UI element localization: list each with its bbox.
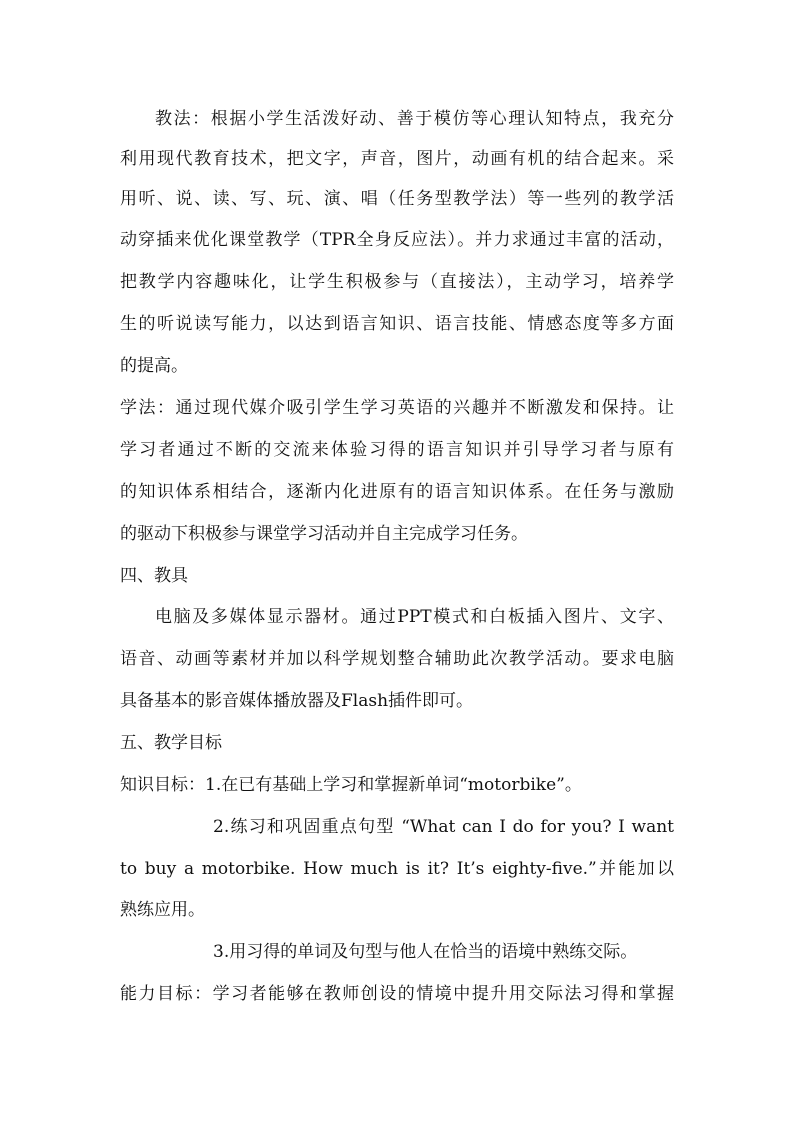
text-line-17: 知识目标：1.在已有基础上学习和掌握新单词“motorbike”。 xyxy=(120,775,582,795)
text-line-8: 学法：通过现代媒介吸引学生学习英语的兴趣并不断激发和保持。让 xyxy=(120,398,674,418)
text-line-19: to buy a motorbike. How much is it? It’s eighty-five.”并能加以 xyxy=(120,859,674,879)
text-line-13: 电脑及多媒体显示器材。通过PPT模式和白板插入图片、文字、 xyxy=(155,607,674,627)
text-line-2: 利用现代教育技术，把文字，声音，图片，动画有机的结合起来。采 xyxy=(120,149,674,169)
text-line-11: 的驱动下积极参与课堂学习活动并自主完成学习任务。 xyxy=(120,524,528,544)
text-line-22: 能力目标：学习者能够在教师创设的情境中提升用交际法习得和掌握 xyxy=(120,984,674,1004)
text-line-10: 的知识体系相结合，逐渐内化进原有的语言知识体系。在任务与激励 xyxy=(120,482,674,502)
text-line-20: 熟练应用。 xyxy=(120,900,205,920)
section-heading-teaching-objectives: 五、教学目标 xyxy=(120,733,222,753)
text-line-1: 教法：根据小学生活泼好动、善于模仿等心理认知特点，我充分 xyxy=(155,109,674,129)
text-line-7: 的提高。 xyxy=(120,356,188,376)
section-heading-teaching-aids: 四、教具 xyxy=(120,566,188,586)
text-line-5: 把教学内容趣味化，让学生积极参与（直接法），主动学习，培养学 xyxy=(120,272,674,292)
text-line-14: 语音、动画等素材并加以科学规划整合辅助此次教学活动。要求电脑 xyxy=(120,649,674,669)
text-line-21: 3.用习得的单词及句型与他人在恰当的语境中熟练交际。 xyxy=(213,942,638,962)
text-line-3: 用听、说、读、写、玩、演、唱（任务型教学法）等一些列的教学活 xyxy=(120,189,674,209)
text-line-4: 动穿插来优化课堂教学（TPR全身反应法）。并力求通过丰富的活动， xyxy=(120,230,674,250)
text-line-18: 2.练习和巩固重点句型 “What can I do for you? I want xyxy=(213,817,674,837)
text-line-6: 生的听说读写能力，以达到语言知识、语言技能、情感态度等多方面 xyxy=(120,314,674,334)
text-line-9: 学习者通过不断的交流来体验习得的语言知识并引导学习者与原有 xyxy=(120,440,674,460)
text-line-15: 具备基本的影音媒体播放器及Flash插件即可。 xyxy=(120,691,474,711)
